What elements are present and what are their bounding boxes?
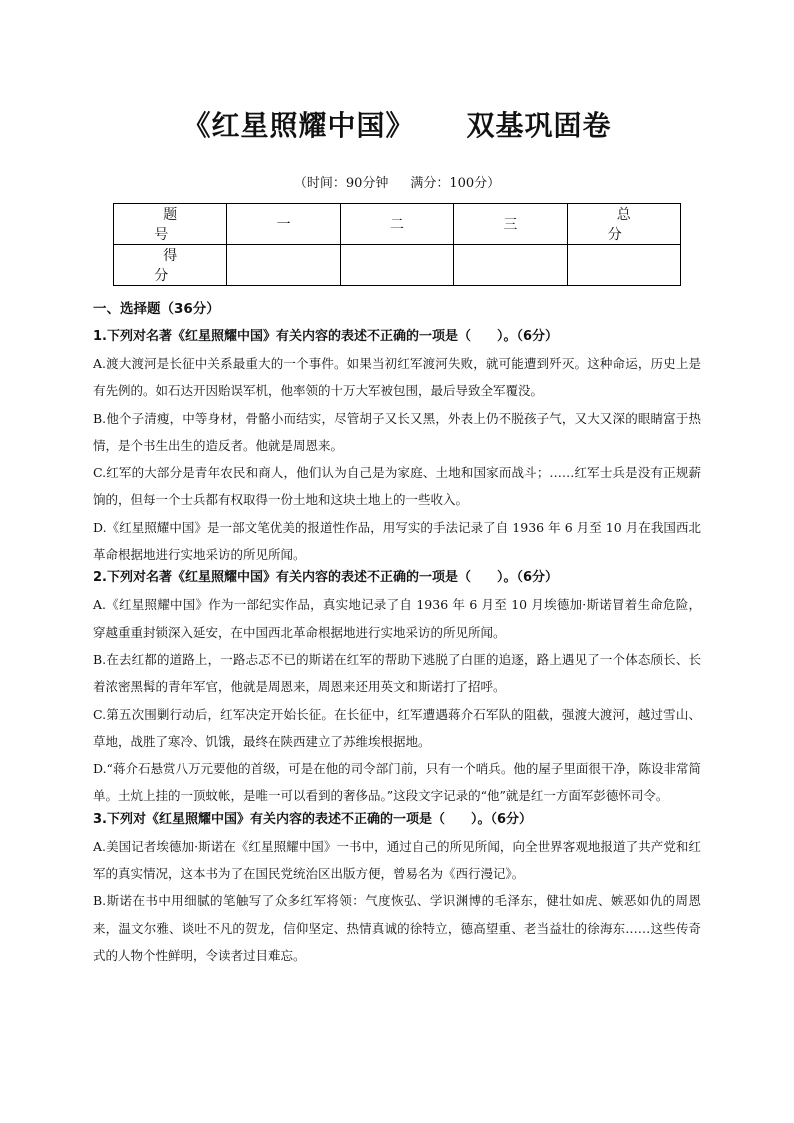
question-option: B.他个子清瘦，中等身材，骨骼小而结实，尽管胡子又长又黑，外表上仍不脱孩子气，又大又深的眼睛富于热情，是个书生出生的造反者。他就是周恩来。	[93, 410, 701, 453]
section-heading: 一、选择题（36分）	[93, 301, 220, 317]
title-sub: 双基巩固卷	[466, 109, 612, 142]
score-table-score-row	[114, 245, 681, 286]
score-cell	[227, 245, 340, 286]
question-option: A.《红星照耀中国》作为一部纪实作品，真实地记录了自 1936 年 6 月至 10 月埃德加·斯诺冒着生命危险，穿越重重封锁深入延安，在中国西北革命根据地进行实地采访的所见所闻。	[93, 597, 701, 640]
score-table-header-cell: 总 分	[567, 204, 680, 245]
score-cell	[567, 245, 680, 286]
question-option: C.第五次围剿行动后，红军决定开始长征。在长征中，红军遭遇蒋介石军队的阻截，强渡大渡河，越过雪山、草地，战胜了寒冷、饥饿，最终在陕西建立了苏维埃根据地。	[93, 706, 701, 749]
question-stem: 3.下列对《红星照耀中国》有关内容的表述不正确的一项是（ ）。（6分）	[93, 811, 533, 827]
score-table-header-cell: 一	[227, 204, 340, 245]
time-label: （时间：90分钟	[293, 176, 389, 191]
score-row-label: 得 分	[114, 245, 227, 286]
exam-info	[0, 172, 794, 191]
question-option: A.渡大渡河是长征中关系最重大的一个事件。如果当初红军渡河失败，就可能遭到歼灭。这种命运，历史上是有先例的。如石达开因贻误军机，他率领的十万大军被包围，最后导致全军覆没。	[93, 356, 701, 399]
score-table-header-cell: 三	[454, 204, 567, 245]
score-cell	[454, 245, 567, 286]
question-stem: 2.下列对名著《红星照耀中国》有关内容的表述不正确的一项是（ ）。（6分）	[93, 570, 559, 586]
title-main: 《红星照耀中国》	[182, 109, 415, 142]
question-stem: 1.下列对名著《红星照耀中国》有关内容的表述不正确的一项是（ ）。（6分）	[93, 329, 559, 344]
question-option: A.美国记者埃德加·斯诺在《红星照耀中国》一书中，通过自己的所见所闻，向全世界客观地报道了共产党和红军的真实情况，这本书为了在国民党统治区出版方便，曾易名为《西行漫记》。	[93, 838, 701, 882]
page-title	[0, 104, 794, 144]
question-option: C.红军的大部分是青年农民和商人，他们认为自己是为家庭、土地和国家而战斗；……红军士兵是没有正规薪饷的，但每一个士兵都有权取得一份土地和这块土地上的一些收入。	[93, 465, 701, 508]
score-table	[113, 203, 681, 286]
question-option: B.在去红都的道路上，一路忐忑不已的斯诺在红军的帮助下逃脱了白匪的追逐，路上遇见了一个体态颀长、长着浓密黑髯的青年军官，他就是周恩来，周恩来还用英文和斯诺打了招呼。	[93, 651, 701, 695]
exam-content	[93, 299, 701, 969]
score-table-header-cell: 题 号	[114, 204, 227, 245]
score-table-header-row	[114, 204, 681, 245]
score-label: 满分：100分）	[410, 176, 501, 191]
score-cell	[340, 245, 453, 286]
score-table-header-cell: 二	[340, 204, 453, 245]
question-option: B.斯诺在书中用细腻的笔触写了众多红军将领：气度恢弘、学识渊博的毛泽东，健壮如虎、嫉恶如仇的周恩来，温文尔雅、谈吐不凡的贺龙，信仰坚定、热情真诚的徐特立，德高望重、老当益壮的徐海东……这些传奇式的人物个性鲜明，令读者过目难忘。	[93, 893, 701, 963]
question-option: D.《红星照耀中国》是一部文笔优美的报道性作品，用写实的手法记录了自 1936 年 6 月至 10 月在我国西北革命根据地进行实地采访的所见所闻。	[93, 519, 701, 563]
question-option: D.“蒋介石悬赏八万元要他的首级，可是在他的司令部门前，只有一个哨兵。他的屋子里面很干净，陈设非常简单。土炕上挂的一顶蚊帐，是唯一可以看到的奢侈品。”这段文字记录的“他”就是红一方面军彭德怀司令。	[93, 761, 701, 804]
